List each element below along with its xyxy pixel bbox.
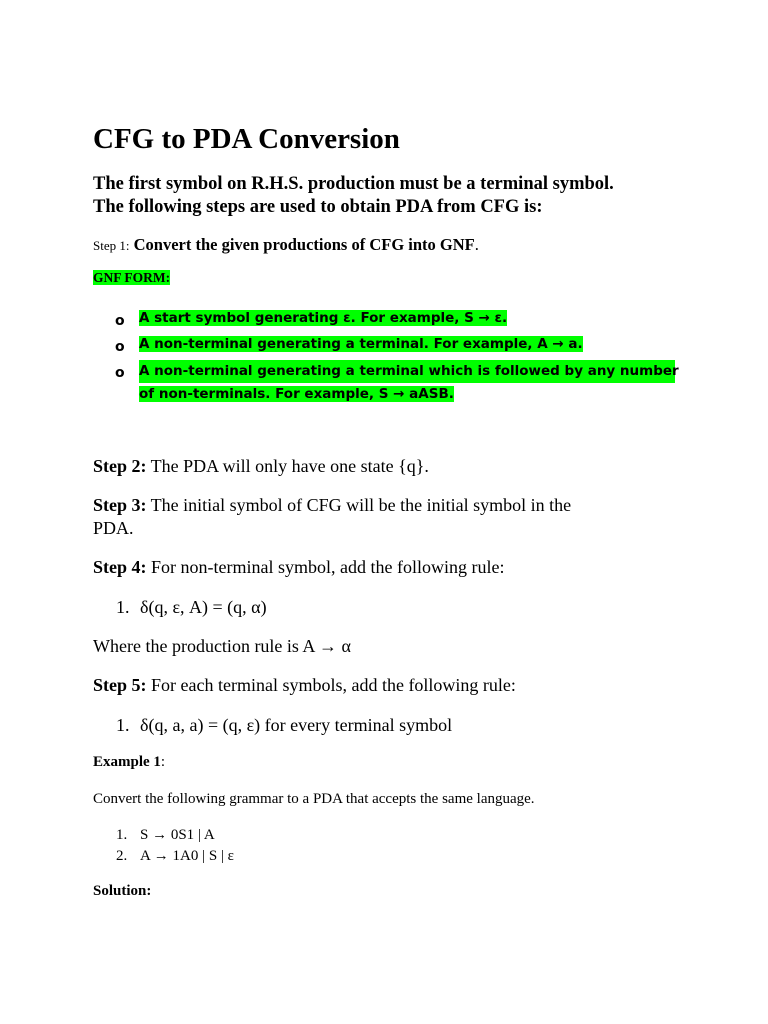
grammar-rule: S → 0S1 | A [140,827,215,843]
intro-line-2: The following steps are used to obtain PDA from CFG is: [93,197,543,217]
grammar-rule-number: 2. [116,848,128,864]
grammar-rule: A → 1A0 | S | ε [140,848,234,864]
step-1-text: Convert the given productions of CFG into GNF [133,235,475,254]
step-1-label: Step 1: [93,238,130,253]
gnf-item-2: A non-terminal generating a terminal. For example, A → a. [139,336,583,352]
step-5-text: For each terminal symbols, add the following rule: [146,675,516,695]
step-3-continuation: PDA. [93,518,134,538]
step-4-rule: δ(q, ε, A) = (q, α) [140,597,267,617]
grammar-rule-number: 1. [116,827,128,843]
step-4-text: For non-terminal symbol, add the following rule: [146,557,505,577]
step-3 [93,494,571,517]
gnf-heading [93,269,170,287]
page-title: CFG to PDA Conversion [93,123,400,155]
example-heading [93,752,165,772]
step-2 [93,455,429,478]
step-4-label: Step 4: [93,557,147,577]
step-5-rule: δ(q, a, a) = (q, ε) for every terminal symbol [140,715,453,735]
step-1 [93,234,479,257]
intro-paragraph [93,173,614,219]
example-text: Convert the following grammar to a PDA that accepts the same language. [93,791,535,807]
step-1-period: . [474,235,479,254]
gnf-item-1: A start symbol generating ε. For example, S → ε. [139,310,508,326]
bullet-icon: o [115,365,125,381]
step-5-rule-number: 1. [116,715,130,735]
step-5-label: Step 5: [93,675,147,695]
step-2-text: The PDA will only have one state {q}. [146,456,429,476]
step-2-label: Step 2: [93,456,147,476]
gnf-item-3-line-1: A non-terminal generating a terminal which is followed by any number [139,360,675,383]
bullet-icon: o [115,339,125,355]
step-5 [93,674,516,697]
step-4-rule-number: 1. [116,597,130,617]
example-colon: : [160,754,166,770]
step-3-text: The initial symbol of CFG will be the initial symbol in the [146,495,572,515]
example-label: Example 1 [93,754,161,770]
step-4-where: Where the production rule is A → α [93,636,351,656]
bullet-icon: o [115,313,125,329]
intro-line-1: The first symbol on R.H.S. production must be a terminal symbol. [93,174,614,194]
solution-heading: Solution: [93,883,152,899]
gnf-heading-text: GNF FORM: [93,270,171,285]
step-3-label: Step 3: [93,495,147,515]
step-4 [93,556,504,579]
gnf-item-3-line-2: of non-terminals. For example, S → aASB. [139,386,454,402]
